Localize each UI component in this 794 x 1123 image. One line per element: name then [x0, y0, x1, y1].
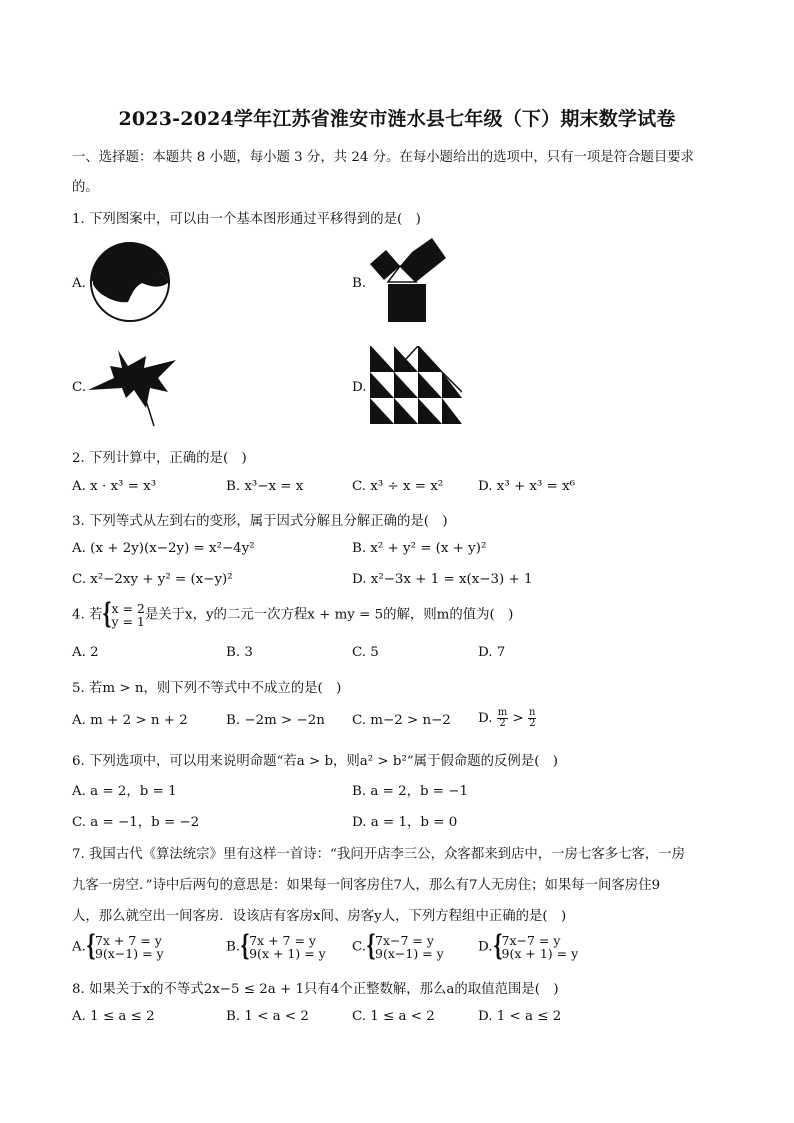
q7-a-eq2: 9(x−1) = y — [94, 946, 164, 961]
q4-option-d: D. 7 — [478, 645, 506, 660]
q7-c-brace: { — [366, 929, 376, 962]
q4-equation-system — [102, 597, 145, 630]
q6-option-d: D. a = 1，b = 0 — [352, 815, 458, 830]
q7-d-brace: { — [492, 929, 503, 962]
q7-a-eq1: 7x + 7 = y — [94, 933, 162, 948]
q7-option-b — [226, 929, 326, 962]
q5-option-a: A. m + 2 > n + 2 — [72, 713, 188, 728]
q1-option-b-label: B. — [352, 276, 367, 291]
q1-figure-c-star — [88, 344, 184, 428]
q7-option-d-label: D. — [478, 939, 493, 955]
q5-frac1-den: 2 — [499, 718, 506, 729]
q7-option-a — [72, 929, 164, 962]
q4-option-c: C. 5 — [352, 645, 379, 660]
q7-option-c — [352, 929, 444, 962]
q4-suffix: 是关于x，y的二元一次方程x + my = 5的解，则m的值为( ) — [144, 607, 514, 623]
q7-option-d — [478, 929, 579, 962]
q7-option-c-label: C. — [352, 939, 367, 955]
q2-option-d: D. x³ + x³ = x⁶ — [478, 479, 575, 494]
section-instructions-line2: 的。 — [72, 180, 99, 195]
q1-option-a-label: A. — [72, 276, 86, 291]
q5-option-d-label: D. — [478, 711, 493, 726]
q2-option-c: C. x³ ÷ x = x² — [352, 479, 444, 494]
question-3-stem: 3. 下列等式从左到右的变形，属于因式分解且分解正确的是( ) — [72, 514, 448, 529]
q7-d-eq1: 7x−7 = y — [501, 933, 561, 948]
question-2-stem: 2. 下列计算中，正确的是( ) — [72, 451, 247, 466]
q5-frac2-den: 2 — [529, 718, 536, 729]
q7-c-eq1: 7x−7 = y — [375, 933, 434, 948]
q5-fraction-n — [528, 708, 536, 729]
q5-fraction-m — [497, 708, 508, 729]
q6-option-c: C. a = −1，b = −2 — [72, 815, 200, 830]
q7-option-b-label: B. — [226, 939, 241, 955]
q4-option-a: A. 2 — [72, 645, 99, 660]
q7-option-b-system — [240, 929, 326, 962]
q7-b-eq1: 7x + 7 = y — [249, 933, 316, 948]
q1-figure-b-squares — [366, 238, 452, 328]
q7-option-a-label: A. — [72, 939, 86, 955]
q8-option-a: A. 1 ≤ a ≤ 2 — [72, 1009, 155, 1024]
section-instructions-line1: 一、选择题：本题共 8 小题，每小题 3 分，共 24 分。在每小题给出的选项中，只有一项是符合题目要求 — [72, 150, 695, 165]
q2-option-b: B. x³−x = x — [226, 479, 304, 494]
q1-option-d-label: D. — [352, 380, 367, 395]
q7-d-eq2: 9(x + 1) = y — [501, 946, 579, 961]
q8-option-b: B. 1 < a < 2 — [226, 1009, 309, 1024]
q7-option-c-system — [366, 929, 444, 962]
q7-a-brace: { — [85, 929, 96, 962]
q8-option-c: C. 1 ≤ a < 2 — [352, 1009, 435, 1024]
q4-sys-line1: x = 2 — [111, 601, 145, 616]
question-7-line2: 九客一房空．”诗中后两句的意思是：如果每一间客房住7人，那么有7人无房住；如果每一间客房住9 — [72, 878, 661, 893]
q3-option-a: A. (x + 2y)(x−2y) = x²−4y² — [72, 541, 255, 556]
q3-option-c: C. x²−2xy + y² = (x−y)² — [72, 572, 233, 587]
exam-title: 2023-2024学年江苏省淮安市涟水县七年级（下）期末数学试卷 — [118, 108, 676, 130]
question-5-stem: 5. 若m > n，则下列不等式中不成立的是( ) — [72, 681, 342, 696]
question-4-stem — [72, 597, 514, 630]
q3-option-b: B. x² + y² = (x + y)² — [352, 541, 487, 556]
q4-option-b: B. 3 — [226, 645, 253, 660]
q3-option-d: D. x²−3x + 1 = x(x−3) + 1 — [352, 572, 533, 587]
q7-option-a-system — [85, 929, 164, 962]
q7-option-d-system — [492, 929, 579, 962]
q6-option-b: B. a = 2，b = −1 — [352, 784, 469, 799]
q4-prefix: 4. 若 — [72, 607, 103, 623]
question-6-stem: 6. 下列选项中，可以用来说明命题“若a > b，则a² > b²”属于假命题的反例是( ) — [72, 754, 559, 769]
question-7-line1: 7. 我国古代《算法统宗》里有这样一首诗：“我问开店李三公，众客都来到店中，一房七客多七客，一房 — [72, 847, 686, 862]
q1-option-c-label: C. — [72, 380, 87, 395]
q2-option-a: A. x · x³ = x³ — [72, 479, 157, 494]
q1-figure-d-triangles — [370, 346, 462, 426]
question-7-line3: 人，那么就空出一间客房．设该店有客房x间、房客y人，下列方程组中正确的是( ) — [72, 909, 567, 924]
question-1-stem: 1. 下列图案中，可以由一个基本图形通过平移得到的是( ) — [72, 212, 421, 227]
q8-option-d: D. 1 < a ≤ 2 — [478, 1009, 562, 1024]
q6-option-a: A. a = 2，b = 1 — [72, 784, 177, 799]
q5-option-c: C. m−2 > n−2 — [352, 713, 451, 728]
q7-b-eq2: 9(x + 1) = y — [249, 946, 326, 961]
q5-frac2-num: n — [529, 707, 536, 718]
q7-c-eq2: 9(x−1) = y — [375, 946, 444, 961]
q5-gt: > — [512, 711, 524, 726]
question-8-stem: 8. 如果关于x的不等式2x−5 ≤ 2a + 1只有4个正整数解，那么a的取值范围是( ) — [72, 982, 559, 997]
q4-sys-line2: y = 1 — [111, 614, 145, 629]
q1-figure-a-taiji — [88, 240, 172, 324]
q5-frac1-num: m — [497, 707, 508, 718]
q5-option-d — [478, 708, 536, 729]
q7-b-brace: { — [240, 929, 251, 962]
q5-option-b: B. −2m > −2n — [226, 713, 325, 728]
q4-brace: { — [102, 597, 113, 630]
